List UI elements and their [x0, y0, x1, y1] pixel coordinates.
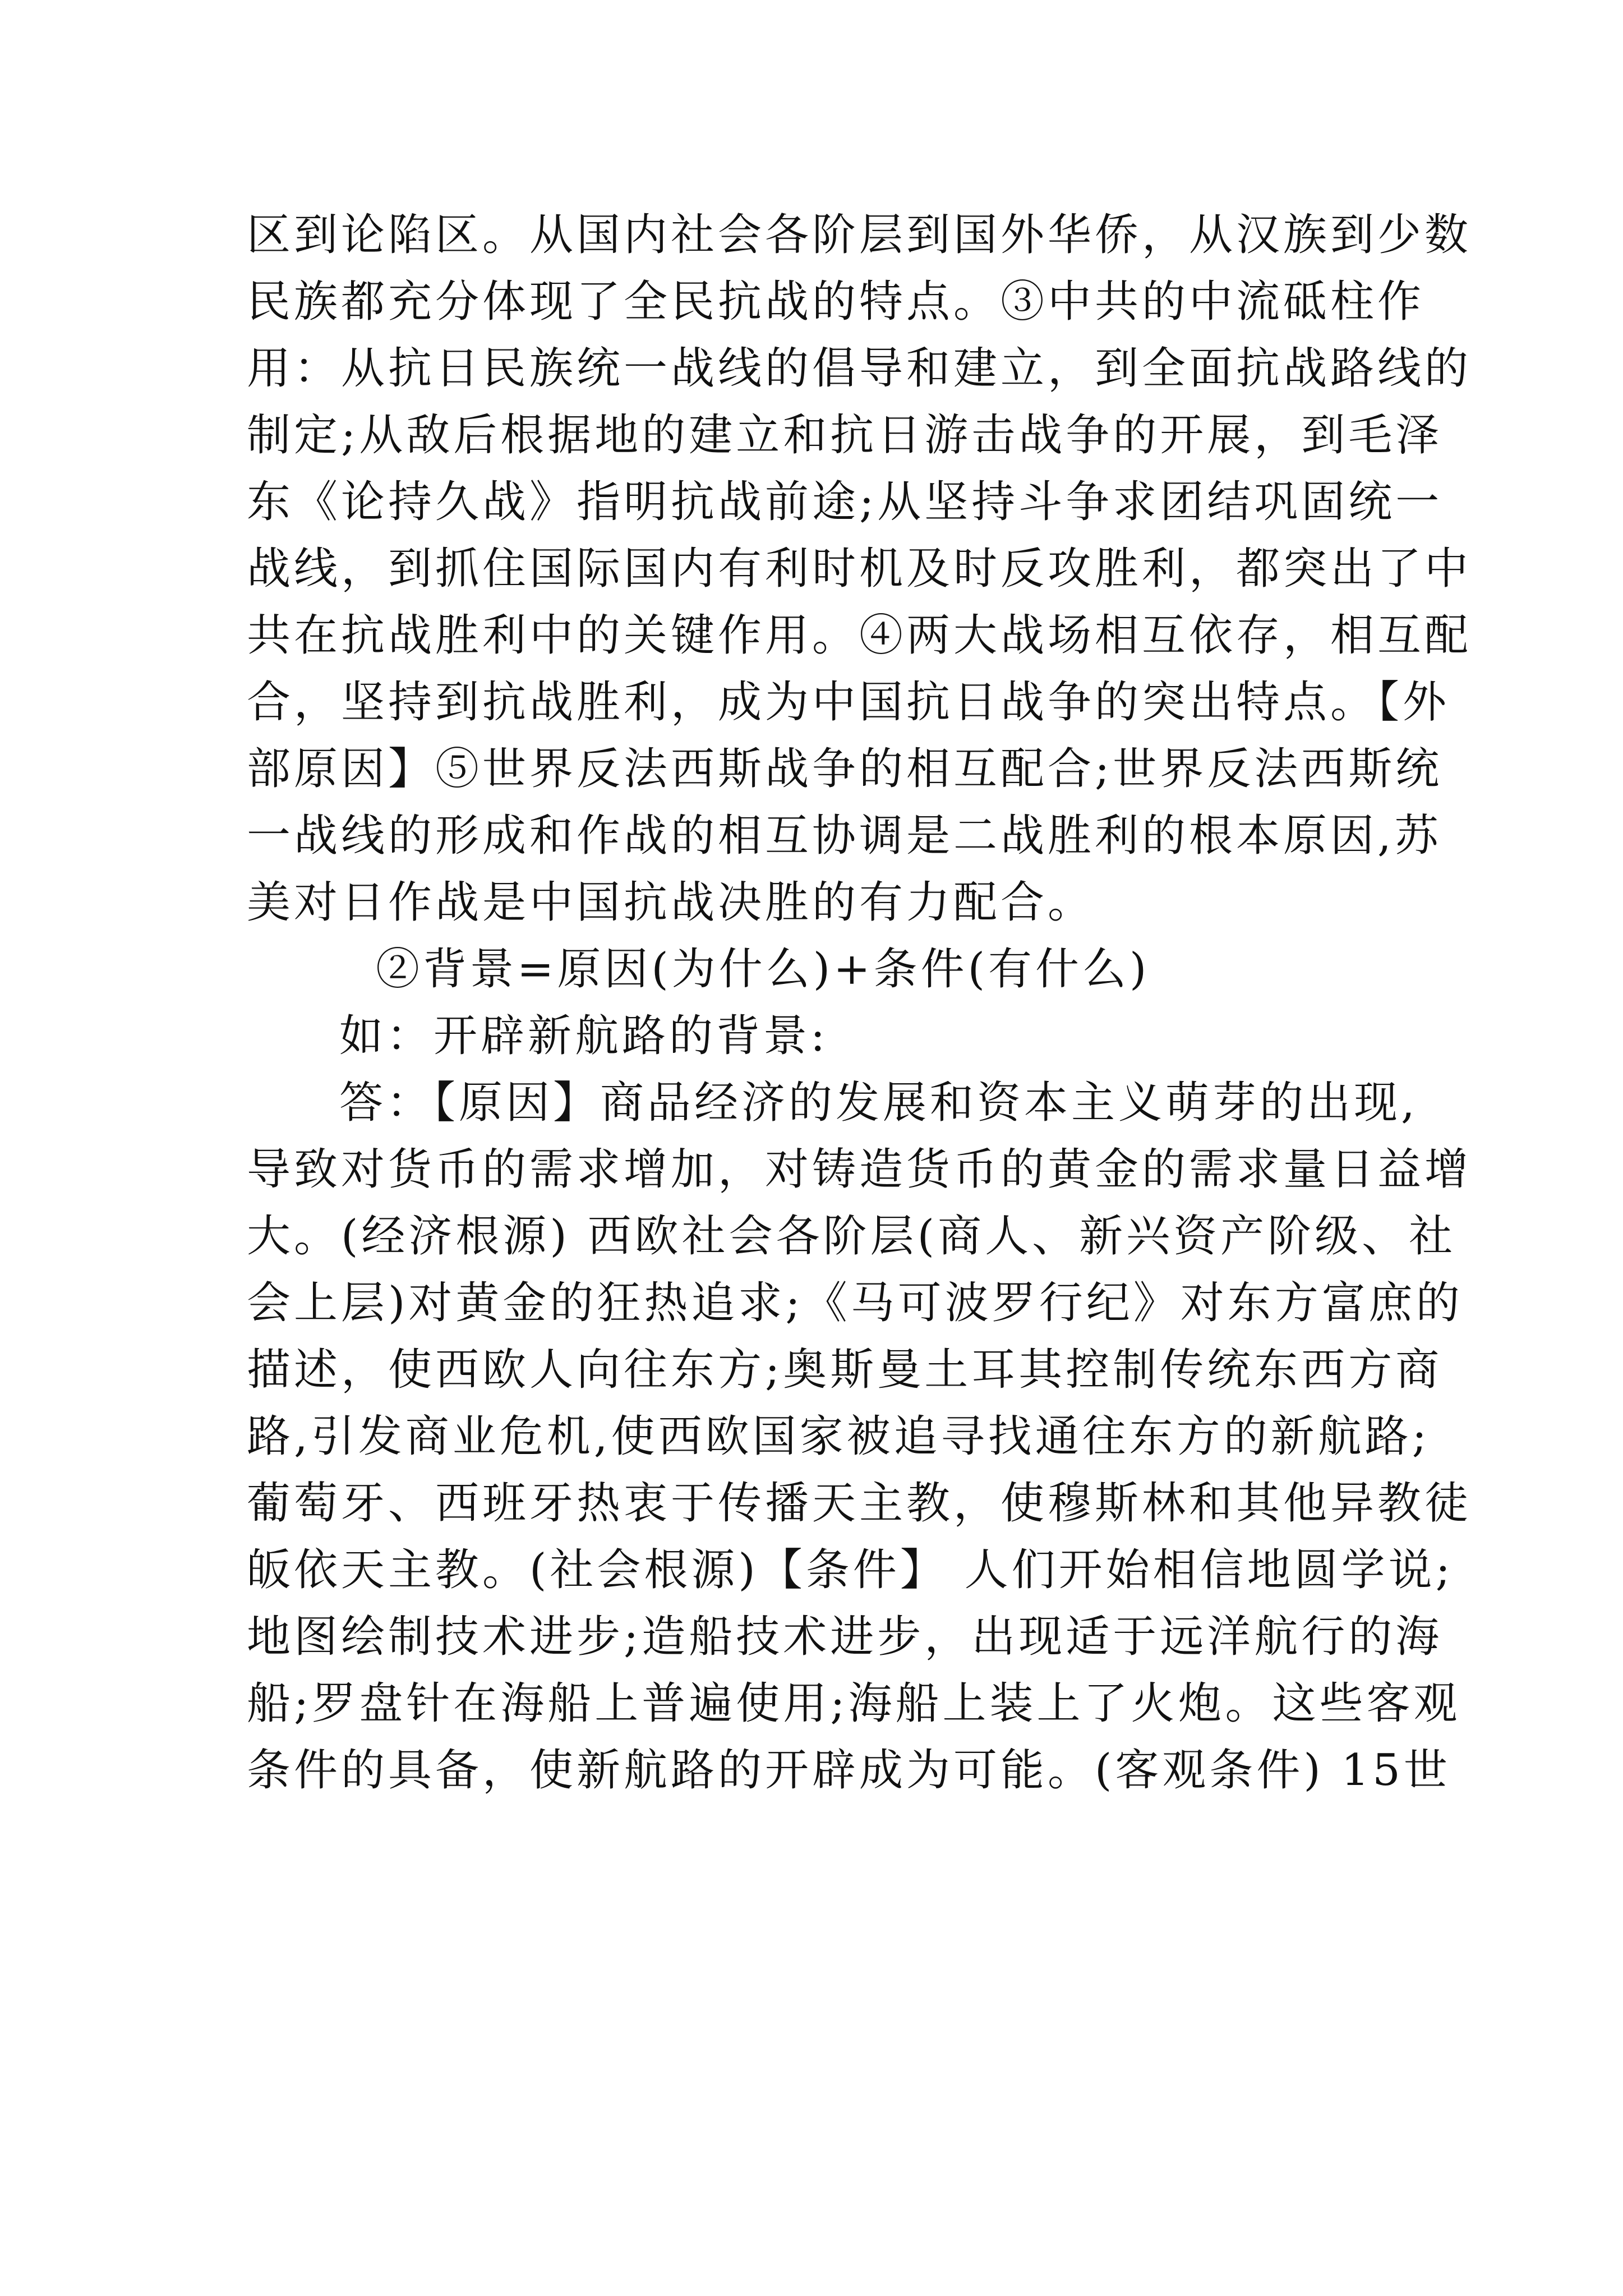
text-line: 部原因】⑤世界反法西斯战争的相互配合;世界反法西斯统 [247, 744, 1443, 794]
text-line: 民族都充分体现了全民抗战的特点。③中共的中流砥柱作 [247, 277, 1425, 327]
text-line: 制定;从敌后根据地的建立和抗日游击战争的开展，到毛泽 [247, 410, 1443, 461]
answer-line: 答：【原因】商品经济的发展和资本主义萌芽的出现, [339, 1078, 1418, 1128]
text-line: 战线，到抓住国际国内有利时机及时反攻胜利，都突出了中 [247, 544, 1472, 594]
text-line: 条件的具备，使新航路的开辟成为可能。(客观条件) 15世 [247, 1745, 1451, 1796]
text-line: 路,引发商业危机,使西欧国家被追寻找通往东方的新航路; [247, 1411, 1430, 1462]
text-line: 美对日作战是中国抗战决胜的有力配合。 [247, 877, 1095, 928]
text-line: 合，坚持到抗战胜利，成为中国抗日战争的突出特点。【外 [247, 677, 1450, 728]
text-line: 导致对货币的需求增加，对铸造货币的黄金的需求量日益增 [247, 1144, 1472, 1195]
text-line: 用：从抗日民族统一战线的倡导和建立，到全面抗战路线的 [247, 343, 1472, 394]
text-line: 船;罗盘针在海船上普遍使用;海船上装上了火炮。这些客观 [247, 1678, 1461, 1729]
example-line: 如：开辟新航路的背景: [339, 1011, 829, 1061]
text-line: 葡萄牙、西班牙热衷于传播天主教，使穆斯林和其他异教徒 [247, 1478, 1472, 1529]
text-line: 大。(经济根源) 西欧社会各阶层(商人、新兴资产阶级、社 [247, 1211, 1456, 1262]
text-line: 一战线的形成和作战的相互协调是二战胜利的根本原因,苏 [247, 811, 1442, 861]
section-heading-line: ②背景=原因(为什么)+条件(有什么) [376, 944, 1150, 995]
text-line: 东《论持久战》指明抗战前途;从坚持斗争求团结巩固统一 [247, 477, 1443, 527]
text-line: 会上层)对黄金的狂热追求;《马可波罗行纪》对东方富庶的 [247, 1278, 1463, 1328]
text-line: 区到论陷区。从国内社会各阶层到国外华侨，从汉族到少数 [247, 210, 1472, 260]
text-line: 地图绘制技术进步;造船技术进步，出现适于远洋航行的海 [247, 1612, 1443, 1662]
body-text [247, 202, 1472, 1804]
text-line: 皈依天主教。(社会根源)【条件】 人们开始相信地圆学说; [247, 1545, 1454, 1595]
text-line: 描述，使西欧人向往东方;奥斯曼土耳其控制传统东西方商 [247, 1345, 1443, 1395]
text-line: 共在抗战胜利中的关键作用。④两大战场相互依存，相互配 [247, 610, 1472, 661]
